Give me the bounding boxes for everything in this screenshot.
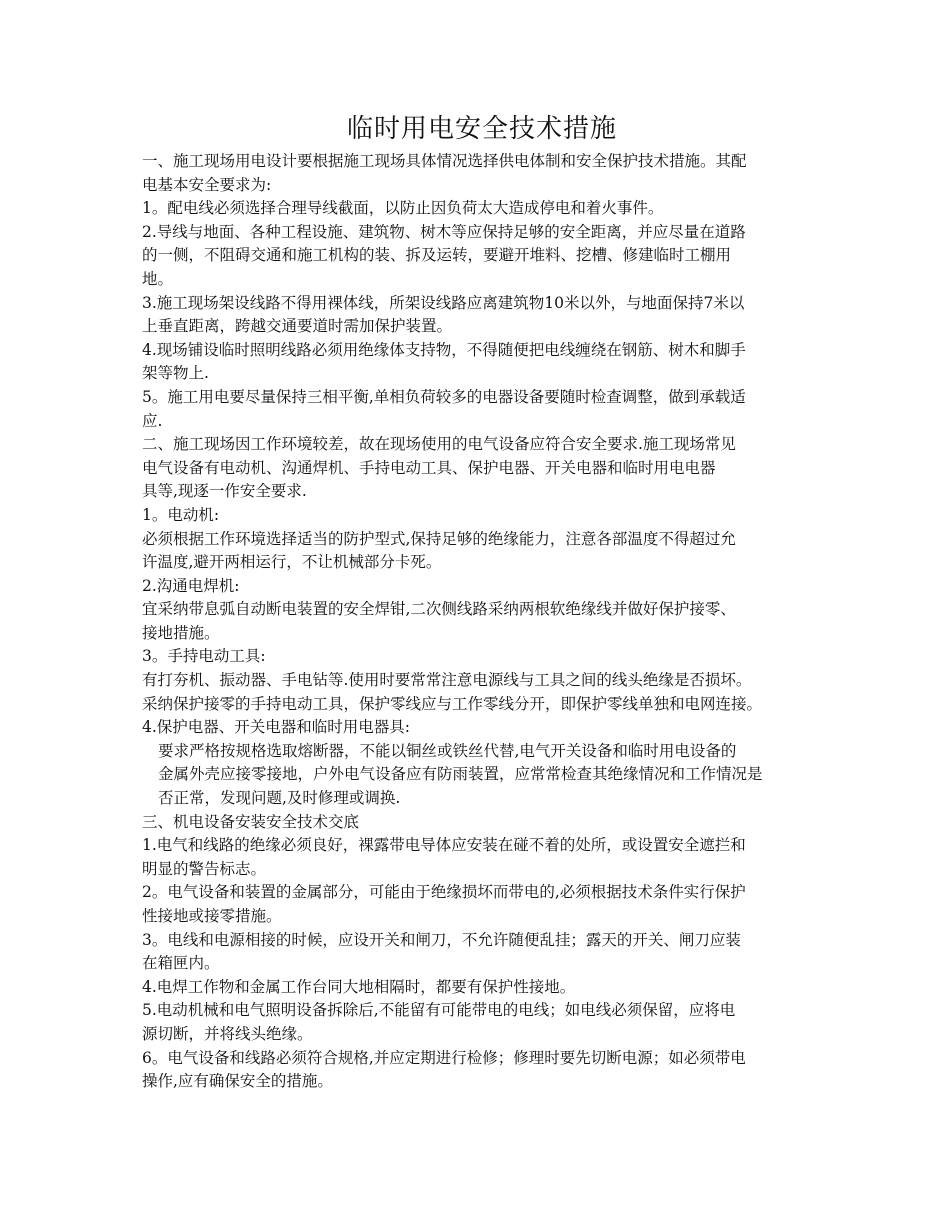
paragraph — [142, 669, 822, 716]
text-line: 要求严格按规格选取熔断器，不能以铜丝或铁丝代替,电气开关设备和临时用电设备的 — [158, 741, 737, 760]
paragraph — [142, 716, 822, 740]
text-line: 明显的警告标志。 — [142, 859, 267, 878]
document-body — [142, 150, 822, 1094]
paragraph — [142, 221, 822, 292]
text-line: 具等,现逐一作安全要求. — [142, 482, 307, 501]
paragraph — [142, 811, 822, 835]
text-line: 有打夯机、振动器、手电钻等.使用时要常常注意电源线与工具之间的线头绝缘是否损坏。 — [142, 671, 752, 690]
text-line: 必须根据工作环境选择适当的防护型式,保持足够的绝缘能力，注意各部温度不得超过允 — [142, 529, 736, 548]
text-line: 4.电焊工作物和金属工作台同大地相隔时，都要有保护性接地。 — [142, 977, 576, 996]
text-line: 5。施工用电要尽量保持三相平衡,单相负荷较多的电器设备要随时检查调整，做到承载适 — [142, 387, 746, 406]
text-line: 二、施工现场因工作环境较差，故在现场使用的电气设备应符合安全要求.施工现场常见 — [142, 435, 736, 454]
text-line: 电气设备有电动机、沟通焊机、手持电动工具、保护电器、开关电器和临时用电电器 — [142, 458, 716, 477]
text-line: 4.保护电器、开关电器和临时用电器具: — [142, 718, 411, 737]
text-line: 接地措施。 — [142, 623, 220, 642]
paragraph — [142, 929, 822, 976]
text-line: 在箱匣内。 — [142, 954, 220, 973]
text-line: 1.电气和线路的绝缘必须良好，裸露带电导体应安装在碰不着的处所，或设置安全遮拦和 — [142, 836, 746, 855]
text-line: 4.现场铺设临时照明线路必须用绝缘体支持物，不得随便把电线缠绕在钢筋、树木和脚手 — [142, 340, 746, 359]
paragraph — [142, 386, 822, 433]
paragraph — [142, 645, 822, 669]
paragraph — [142, 1047, 822, 1094]
text-line: 一、施工现场用电设计要根据施工现场具体情况选择供电体制和安全保护技术措施。其配 — [142, 152, 747, 170]
paragraph — [142, 976, 822, 1000]
text-line: 应. — [142, 411, 163, 430]
text-line: 金属外壳应接零接地，户外电气设备应有防雨装置，应常常检查其绝缘情况和工作情况是 — [158, 765, 763, 784]
text-line: 3。手持电动工具: — [142, 647, 266, 666]
text-line: 1。电动机: — [142, 505, 220, 524]
text-line: 2。电气设备和装置的金属部分，可能由于绝缘损坏而带电的,必须根据技术条件实行保护 — [142, 883, 746, 902]
document-title: 临时用电安全技术措施 — [346, 114, 617, 144]
text-line: 6。电气设备和线路必须符合规格,并应定期进行检修；修理时要先切断电源；如必须带电 — [142, 1048, 746, 1067]
text-line: 3。电线和电源相接的时候，应设开关和闸刀，不允许随便乱挂；露天的开关、闸刀应装 — [142, 930, 741, 949]
text-line: 架等物上. — [142, 364, 209, 383]
text-line: 电基本安全要求为: — [142, 175, 272, 194]
paragraph — [142, 504, 822, 528]
paragraph — [142, 740, 822, 811]
text-line: 源切断，并将线头绝缘。 — [142, 1024, 313, 1043]
paragraph — [142, 834, 822, 881]
text-line: 地。 — [142, 269, 174, 288]
text-line: 三、机电设备安装安全技术交底 — [142, 812, 360, 831]
text-line: 5.电动机械和电气照明设备拆除后,不能留有可能带电的电线；如电线必须保留，应将电 — [142, 1001, 736, 1020]
text-line: 采纳保护接零的手持电动工具，保护零线应与工作零线分开，即保护零线单独和电网连接。 — [142, 694, 763, 713]
paragraph — [142, 528, 822, 575]
paragraph — [142, 999, 822, 1046]
text-line: 否正常，发现问题,及时修理或调换. — [158, 789, 401, 808]
paragraph — [142, 339, 822, 386]
text-line: 2.沟通电焊机: — [142, 576, 240, 595]
paragraph — [142, 433, 822, 504]
paragraph — [142, 197, 822, 221]
paragraph — [142, 150, 822, 197]
text-line: 3.施工现场架设线路不得用裸体线，所架设线路应离建筑物10米以外，与地面保持7米以 — [142, 293, 745, 312]
paragraph — [142, 881, 822, 928]
text-line: 宜采纳带息弧自动断电装置的安全焊钳,二次侧线路采纳两根软绝缘线并做好保护接零、 — [142, 600, 736, 619]
paragraph — [142, 598, 822, 645]
text-line: 性接地或接零措施。 — [142, 907, 282, 925]
paragraph — [142, 292, 822, 339]
text-line: 2.导线与地面、各种工程设施、建筑物、树木等应保持足够的安全距离，并应尽量在道路 — [142, 222, 746, 241]
document-page — [142, 112, 822, 1094]
text-line: 许温度,避开两相运行，不让机械部分卡死。 — [142, 553, 442, 572]
text-line: 上垂直距离，跨越交通要道时需加保护装置。 — [142, 317, 453, 336]
text-line: 操作,应有确保安全的措施。 — [142, 1072, 333, 1091]
text-line: 1。配电线必须选择合理导线截面，以防止因负荷太大造成停电和着火事件。 — [142, 199, 664, 218]
paragraph — [142, 575, 822, 599]
text-line: 的一侧，不阻碍交通和施工机构的装、拆及运转，要避开堆料、挖槽、修建临时工棚用 — [142, 246, 732, 265]
